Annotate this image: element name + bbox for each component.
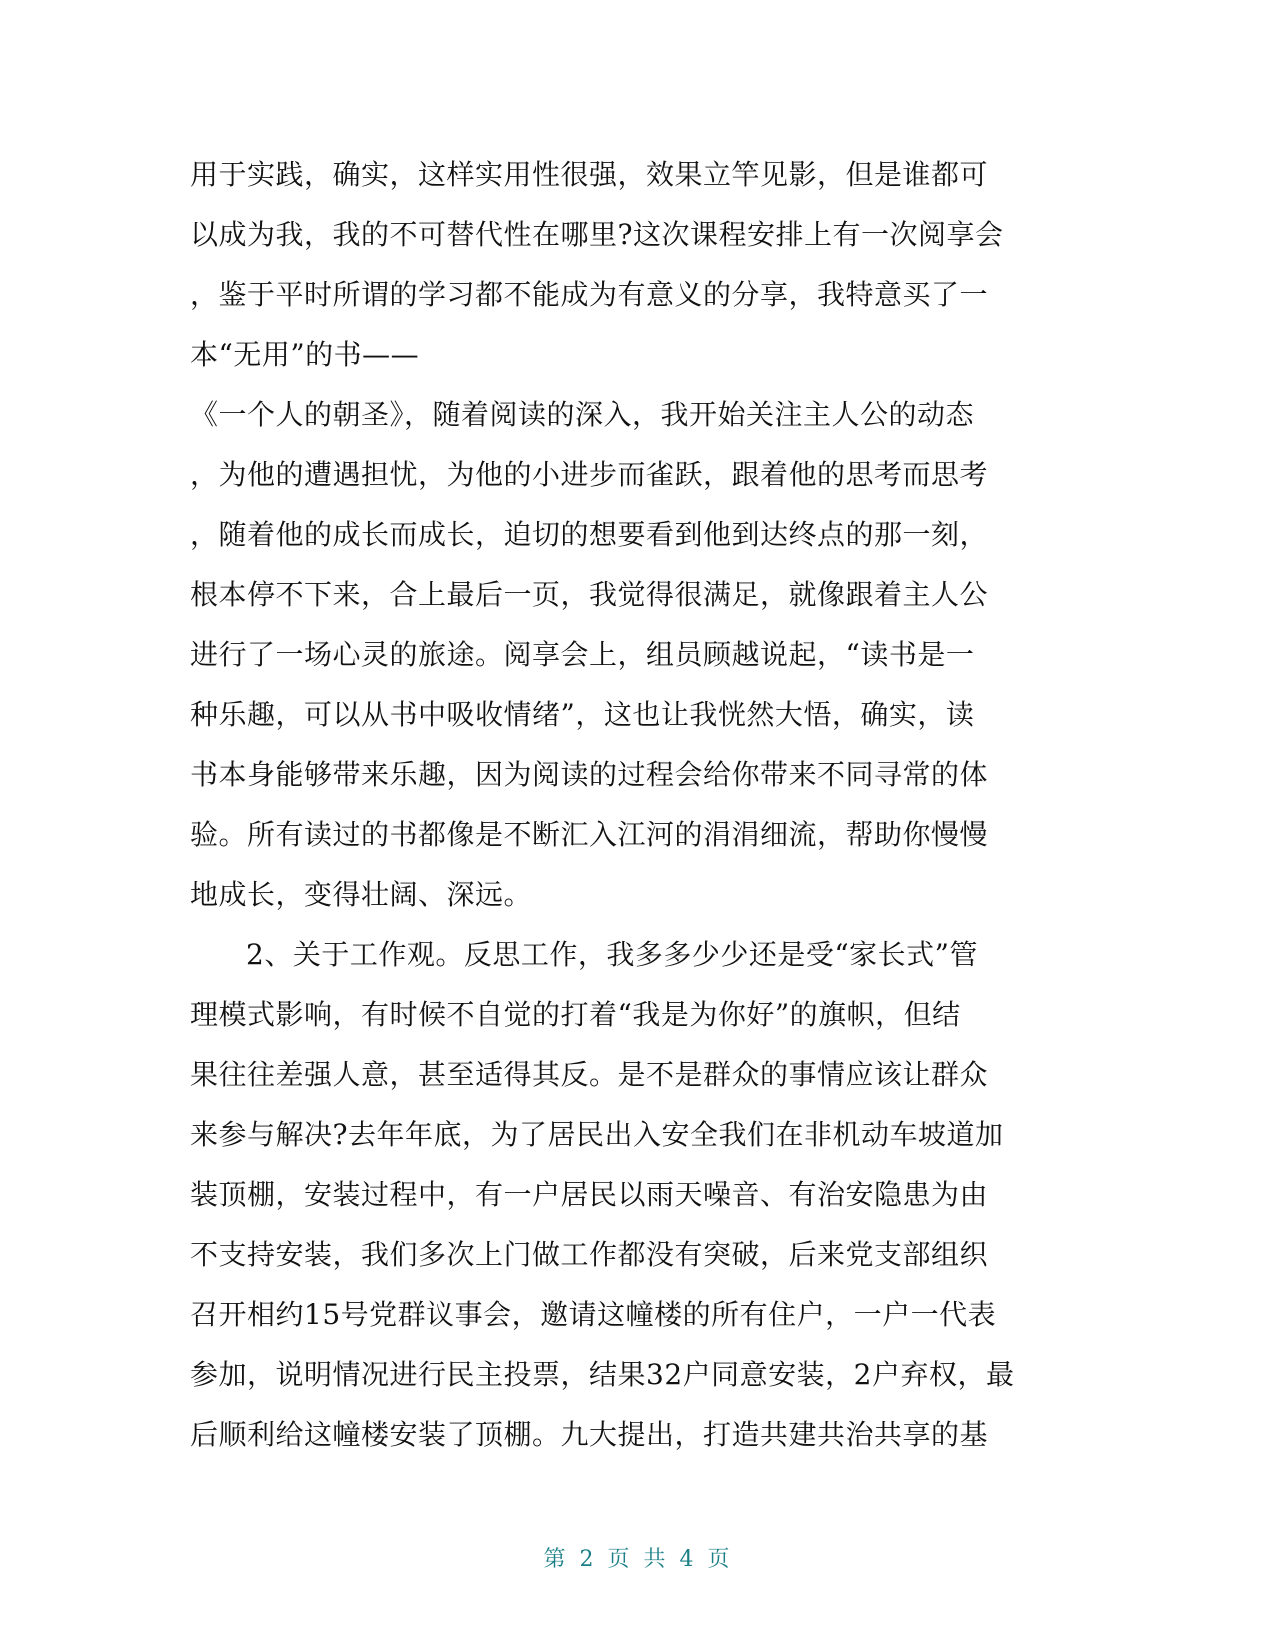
footer-suffix: 页 <box>707 1547 732 1572</box>
body-text <box>190 145 1090 1465</box>
text-line: ，为他的遭遇担忧，为他的小进步而雀跃，跟着他的思考而思考 <box>190 458 989 491</box>
text-line: 装顶棚，安装过程中，有一户居民以雨天噪音、有治安隐患为由 <box>190 1178 989 1211</box>
text-line: ，随着他的成长而成长，迫切的想要看到他到达终点的那一刻， <box>190 518 989 551</box>
text-line: 书本身能够带来乐趣，因为阅读的过程会给你带来不同寻常的体 <box>190 758 989 791</box>
footer-total-pages: 4 <box>679 1547 696 1572</box>
paragraph-start-line: 2、关于工作观。反思工作，我多多少少还是受“家长式”管 <box>246 938 978 971</box>
footer-total-word: 共 <box>643 1547 668 1572</box>
text-line: 验。所有读过的书都像是不断汇入江河的涓涓细流，帮助你慢慢 <box>190 818 989 851</box>
text-line: 不支持安装，我们多次上门做工作都没有突破，后来党支部组织 <box>190 1238 989 1271</box>
page-footer <box>0 1542 1275 1573</box>
text-line: 参加，说明情况进行民主投票，结果32户同意安装，2户弃权，最 <box>190 1358 1015 1391</box>
footer-page-word: 页 <box>607 1547 632 1572</box>
text-line: 后顺利给这幢楼安装了顶棚。九大提出，打造共建共治共享的基 <box>190 1418 989 1451</box>
text-line: 果往往差强人意，甚至适得其反。是不是群众的事情应该让群众 <box>190 1058 989 1091</box>
text-line: 来参与解决?去年年底，为了居民出入安全我们在非机动车坡道加 <box>190 1118 1004 1151</box>
text-line: 地成长，变得壮阔、深远。 <box>190 878 533 911</box>
text-line: 召开相约15号党群议事会，邀请这幢楼的所有住户，一户一代表 <box>190 1298 997 1331</box>
text-line: ，鉴于平时所谓的学习都不能成为有意义的分享，我特意买了一 <box>190 278 989 311</box>
text-line: 用于实践，确实，这样实用性很强，效果立竿见影，但是谁都可 <box>190 158 989 191</box>
text-line: 《一个人的朝圣》，随着阅读的深入，我开始关注主人公的动态 <box>190 398 975 431</box>
footer-prefix: 第 <box>543 1547 568 1572</box>
text-line: 进行了一场心灵的旅途。阅享会上，组员顾越说起，“读书是一 <box>190 638 975 671</box>
text-line: 以成为我，我的不可替代性在哪里?这次课程安排上有一次阅享会 <box>190 218 1004 251</box>
text-line: 种乐趣，可以从书中吸收情绪”，这也让我恍然大悟，确实，读 <box>190 698 975 731</box>
footer-current-page: 2 <box>579 1547 596 1572</box>
text-line: 根本停不下来，合上最后一页，我觉得很满足，就像跟着主人公 <box>190 578 989 611</box>
text-line: 本“无用”的书—— <box>190 338 420 371</box>
text-line: 理模式影响，有时候不自觉的打着“我是为你好”的旗帜，但结 <box>190 998 961 1031</box>
